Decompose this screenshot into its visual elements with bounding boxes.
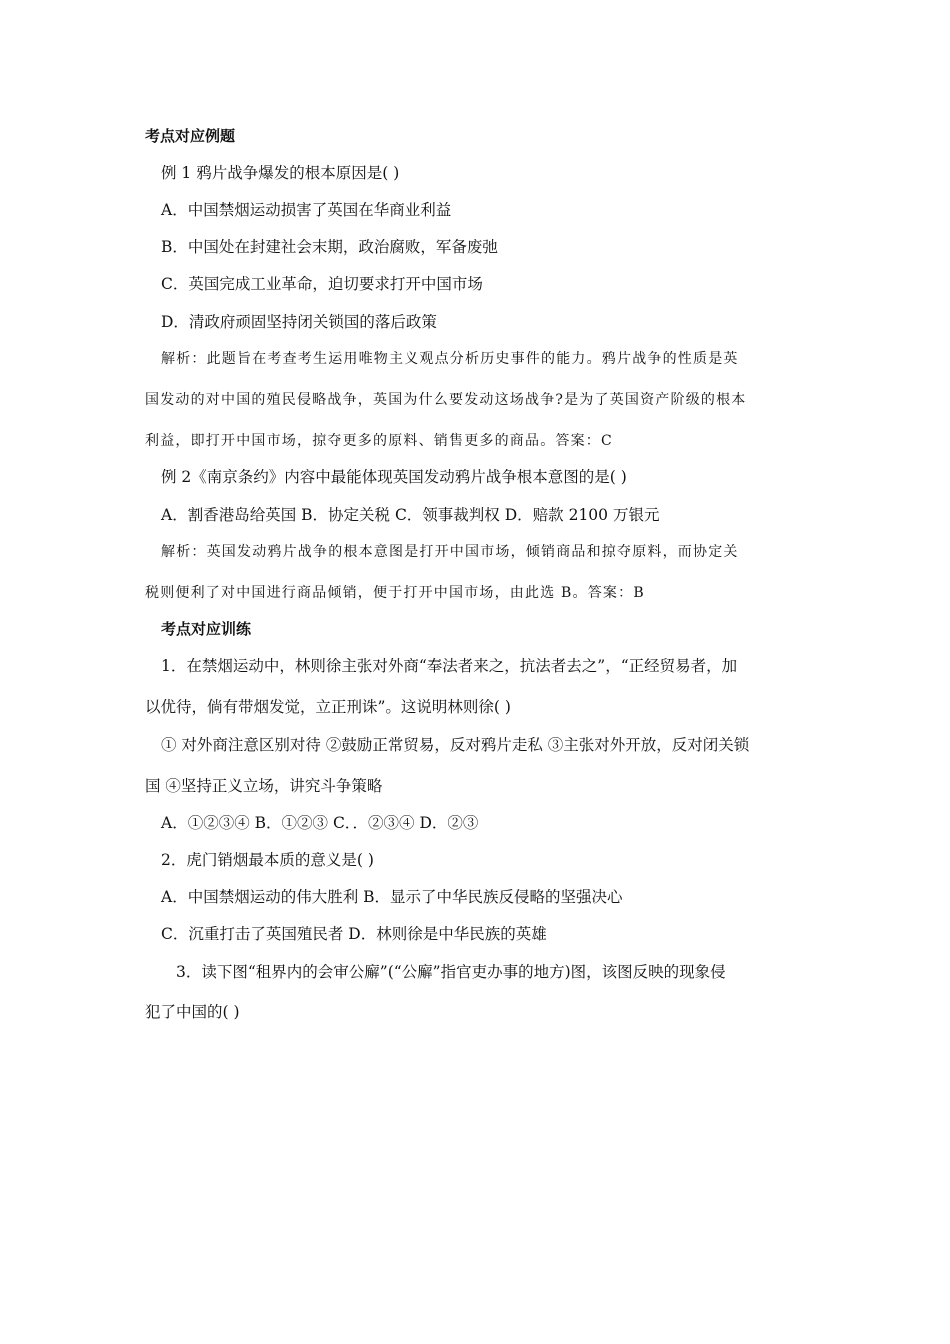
training-1-stem-line-2: 以优待，倘有带烟发觉，立正刑诛”。这说明林则徐( ) <box>145 698 511 716</box>
examples-heading: 考点对应例题 <box>145 127 236 145</box>
training-2-options-line-1: A．中国禁烟运动的伟大胜利 B．显示了中华民族反侵略的坚强决心 <box>161 888 623 906</box>
example-1-option-b: B．中国处在封建社会末期，政治腐败，军备废弛 <box>161 238 498 256</box>
training-3-stem-line-1: 3．读下图“租界内的会审公廨”(“公廨”指官吏办事的地方)图，该图反映的现象侵 <box>176 963 726 981</box>
example-2-analysis-line-2: 税则便利了对中国进行商品倾销，便于打开中国市场，由此选 B。答案：B <box>145 585 645 601</box>
example-2-analysis-line-1: 解析：英国发动鸦片战争的根本意图是打开中国市场，倾销商品和掠夺原料，而协定关 <box>161 544 739 560</box>
training-1-options: A．①②③④ B．①②③ C．．②③④ D．②③ <box>161 814 479 832</box>
example-1-analysis-line-1: 解析：此题旨在考查考生运用唯物主义观点分析历史事件的能力。鸦片战争的性质是英 <box>161 351 739 367</box>
example-1-option-c: C．英国完成工业革命，迫切要求打开中国市场 <box>161 275 483 293</box>
training-1-stem-line-1: 1．在禁烟运动中，林则徐主张对外商“奉法者来之，抗法者去之”，“正经贸易者，加 <box>161 657 738 675</box>
example-1-option-d: D．清政府顽固坚持闭关锁国的落后政策 <box>161 313 437 331</box>
training-heading: 考点对应训练 <box>161 620 252 638</box>
example-1-analysis-line-2: 国发动的对中国的殖民侵略战争，英国为什么要发动这场战争?是为了英国资产阶级的根本 <box>145 392 747 408</box>
training-2-stem: 2．虎门销烟最本质的意义是( ) <box>161 851 374 869</box>
example-2-stem: 例 2《南京条约》内容中最能体现英国发动鸦片战争根本意图的是( ) <box>161 468 627 486</box>
example-1-analysis-line-3: 利益，即打开中国市场，掠夺更多的原料、销售更多的商品。答案：C <box>145 433 613 449</box>
training-1-statements-line-2: 国 ④坚持正义立场，讲究斗争策略 <box>145 777 383 795</box>
training-2-options-line-2: C．沉重打击了英国殖民者 D．林则徐是中华民族的英雄 <box>161 925 547 943</box>
training-1-statements-line-1: ① 对外商注意区别对待 ②鼓励正常贸易，反对鸦片走私 ③主张对外开放，反对闭关锁 <box>161 736 750 754</box>
training-3-stem-line-2: 犯了中国的( ) <box>145 1003 240 1021</box>
example-1-stem: 例 1 鸦片战争爆发的根本原因是( ) <box>161 164 400 182</box>
example-1-option-a: A．中国禁烟运动损害了英国在华商业利益 <box>161 201 452 219</box>
example-2-options: A．割香港岛给英国 B．协定关税 C．领事裁判权 D．赔款 2100 万银元 <box>161 506 660 524</box>
